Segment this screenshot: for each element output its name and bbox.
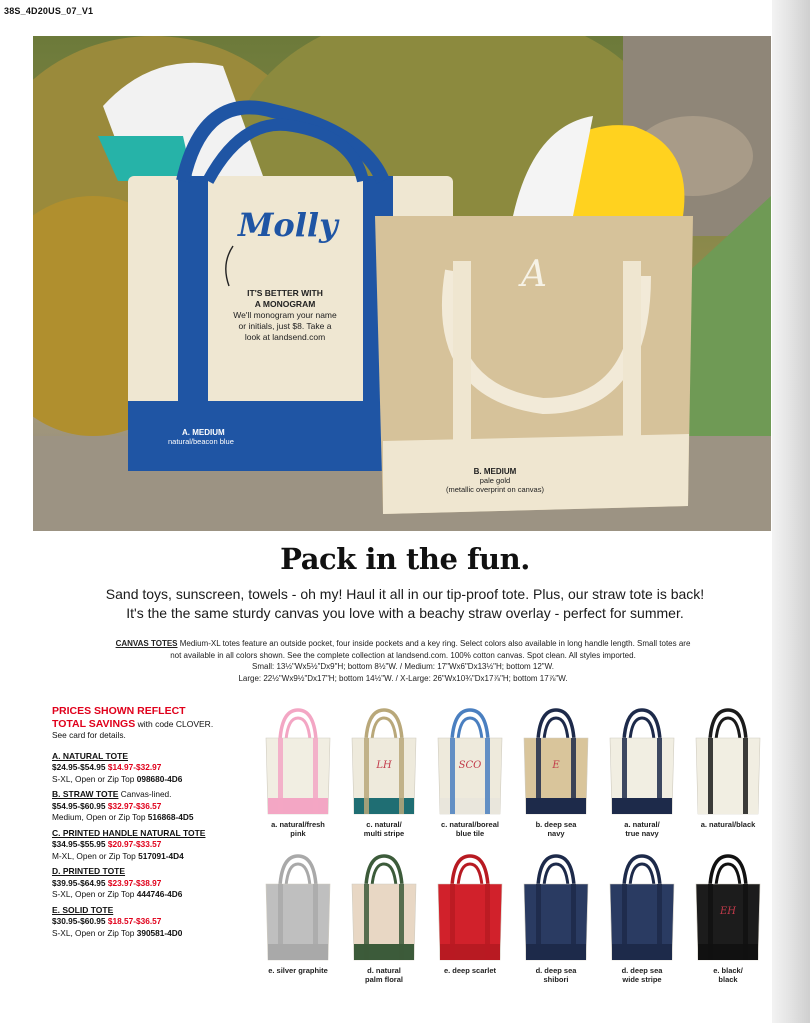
swatch-caption: d. deep sea	[535, 966, 577, 975]
swatch-caption: palm floral	[365, 974, 403, 984]
price-list	[52, 705, 252, 943]
tote-b-strap	[453, 261, 471, 441]
see-card-note: See card for details.	[52, 730, 126, 740]
tote-swatch-image	[518, 706, 594, 818]
tote-swatch	[686, 706, 770, 830]
hero-photo	[33, 36, 771, 531]
swatch-caption: a. natural/	[624, 820, 660, 829]
item-detail: S-XL, Open or Zip Top	[52, 927, 135, 938]
item-number: 390581-4D0	[136, 927, 183, 938]
swatch-caption: c. natural/	[366, 820, 402, 829]
tote-swatch	[514, 852, 598, 984]
sale-price: $23.97-$38.97	[107, 877, 162, 888]
item-detail: M-XL, Open or Zip Top	[52, 850, 136, 861]
item-name: B. STRAW TOTE	[52, 789, 119, 799]
headline: Pack in the fun.	[280, 542, 530, 576]
intro-copy	[40, 585, 770, 623]
item-name: C. PRINTED HANDLE NATURAL TOTE	[52, 827, 206, 838]
item-detail: Medium, Open or Zip Top	[52, 812, 146, 822]
fineprint-line: Medium-XL totes feature an outside pocket, four inside pockets and a key ring. Select colors also available in long handle length. Small totes are	[177, 639, 691, 648]
tote-a-label-title: A. MEDIUM	[182, 428, 225, 437]
swatch-caption: b. deep sea	[535, 820, 577, 829]
tote-swatch	[256, 706, 340, 838]
regular-price: $39.95-$64.95	[52, 877, 106, 888]
tote-swatch	[686, 852, 770, 984]
tote-swatch	[256, 852, 340, 976]
tote-swatch-image	[690, 852, 766, 964]
swatch-caption: pink	[290, 828, 306, 838]
item-detail: S-XL, Open or Zip Top	[52, 773, 135, 784]
swatch-caption: blue tile	[455, 828, 485, 838]
item-number: 444746-4D6	[136, 889, 183, 899]
tote-swatch	[600, 852, 684, 984]
swatch-caption: true navy	[625, 828, 659, 838]
monogram-note-heading-2: A MONOGRAM	[254, 299, 316, 309]
tote-swatch-image	[346, 706, 422, 818]
swatch-caption: black	[718, 974, 738, 984]
sale-price: $32.97-$36.57	[107, 800, 162, 811]
regular-price: $24.95-$54.95	[52, 762, 106, 772]
item-number: 517091-4D4	[138, 850, 184, 861]
item-name: A. NATURAL TOTE	[52, 750, 129, 761]
page-code: 38S_4D20US_07_V1	[4, 6, 94, 16]
swatch-caption: d. deep sea	[621, 966, 663, 975]
tote-swatch-image	[346, 852, 422, 964]
fineprint-size-line: Large: 22½"Wx9½"Dx17"H; bottom 14½"W. / X-Large: 26"Wx10¾"Dx17⅞"H; bottom 17⅞"W.	[238, 673, 568, 683]
item-number: 098680-4D6	[136, 773, 183, 784]
fineprint	[34, 638, 772, 684]
monogram-letter: A	[521, 254, 547, 295]
fineprint-size-line: Small: 13½"Wx5½"Dx9"H; bottom 8½"W. / Medium: 17"Wx6"Dx13½"H; bottom 12"W.	[252, 662, 554, 671]
monogram-note-line: We'll monogram your name	[233, 310, 337, 320]
tote-swatch-image	[260, 852, 336, 964]
swatch-monogram: E	[552, 760, 560, 771]
item-number: 516868-4D5	[147, 812, 194, 822]
price-item	[52, 828, 252, 863]
swatch-monogram: LH	[376, 760, 392, 771]
item-note: Canvas-lined.	[118, 789, 172, 799]
monogram-note-line: or initials, just $8. Take a	[238, 321, 332, 331]
tote-a-label-color: natural/beacon blue	[168, 437, 234, 446]
tote-swatch-image	[518, 852, 594, 964]
tote-swatch	[342, 852, 426, 984]
swatch-monogram: EH	[719, 906, 737, 917]
regular-price: $54.95-$60.95	[52, 800, 106, 811]
fineprint-line: not available in all colors shown. See the complete collection at landsend.com. 100% cotton canvas. Spot clean. All styles imported.	[170, 650, 636, 660]
tote-swatch-image	[690, 706, 766, 818]
intro-line: It's the the same sturdy canvas you love with a beachy straw overlay - perfect for summer.	[126, 605, 684, 621]
monogram-note-heading-1: IT'S BETTER WITH	[247, 288, 323, 298]
swatch-caption: multi stripe	[363, 828, 405, 838]
tote-b-label-note: (metallic overprint on canvas)	[446, 485, 544, 494]
monogram-note	[220, 288, 350, 343]
hero-illustration	[33, 36, 771, 531]
swatch-caption: c. natural/boreal	[441, 820, 499, 829]
swatch-caption: wide stripe	[622, 974, 662, 984]
tote-b-label-title: B. MEDIUM	[473, 467, 517, 476]
swatch-caption: e. silver graphite	[268, 966, 328, 975]
swatch-monogram: SCO	[458, 760, 482, 771]
swatch-caption: a. natural/fresh	[271, 820, 325, 829]
tote-swatch-image	[260, 706, 336, 818]
item-name: E. SOLID TOTE	[52, 904, 114, 915]
tote-swatch-image	[604, 706, 680, 818]
fineprint-lead: CANVAS TOTES	[115, 639, 178, 648]
regular-price: $30.95-$60.95	[52, 916, 106, 926]
page-curl-edge	[772, 0, 810, 1023]
tote-swatch-image	[604, 852, 680, 964]
sale-price: $20.97-$33.57	[107, 839, 162, 849]
promo-line: TOTAL SAVINGS with code CLOVER.	[52, 717, 214, 730]
tote-swatch	[428, 852, 512, 976]
tote-swatch-image	[432, 852, 508, 964]
sale-price: $14.97-$32.97	[107, 762, 162, 772]
promo-line: PRICES SHOWN REFLECT	[52, 705, 186, 717]
tote-swatch	[428, 706, 512, 838]
item-name: D. PRINTED TOTE	[52, 866, 126, 876]
tote-swatch	[342, 706, 426, 838]
tote-a-strap	[178, 176, 208, 471]
swatch-caption: e. deep scarlet	[443, 966, 497, 975]
monogram-molly: Molly	[238, 206, 338, 244]
regular-price: $34.95-$55.95	[52, 839, 106, 849]
price-item	[52, 751, 252, 786]
tote-swatch	[514, 706, 598, 838]
tote-swatch	[600, 706, 684, 838]
tote-b-strap	[623, 261, 641, 441]
swatch-caption: navy	[547, 828, 565, 838]
swatch-caption: shibori	[543, 974, 569, 984]
item-detail: S-XL, Open or Zip Top	[52, 889, 135, 899]
swatch-caption: d. natural	[367, 966, 401, 975]
monogram-note-line: look at landsend.com	[244, 332, 326, 342]
swatch-caption: e. black/	[713, 966, 743, 975]
intro-line: Sand toys, sunscreen, towels - oh my! Haul it all in our tip-proof tote. Plus, our straw tote is back!	[105, 586, 705, 602]
price-item	[52, 866, 252, 901]
tote-swatch-image	[432, 706, 508, 818]
swatch-caption: a. natural/black	[700, 820, 756, 829]
tote-b-label-color: pale gold	[479, 476, 511, 485]
tote-a-label	[168, 428, 234, 446]
price-item	[52, 789, 252, 824]
price-item	[52, 905, 252, 940]
sale-price: $18.57-$36.57	[107, 916, 162, 926]
tote-b-label	[430, 467, 560, 494]
promo-code: with code CLOVER.	[135, 718, 214, 729]
